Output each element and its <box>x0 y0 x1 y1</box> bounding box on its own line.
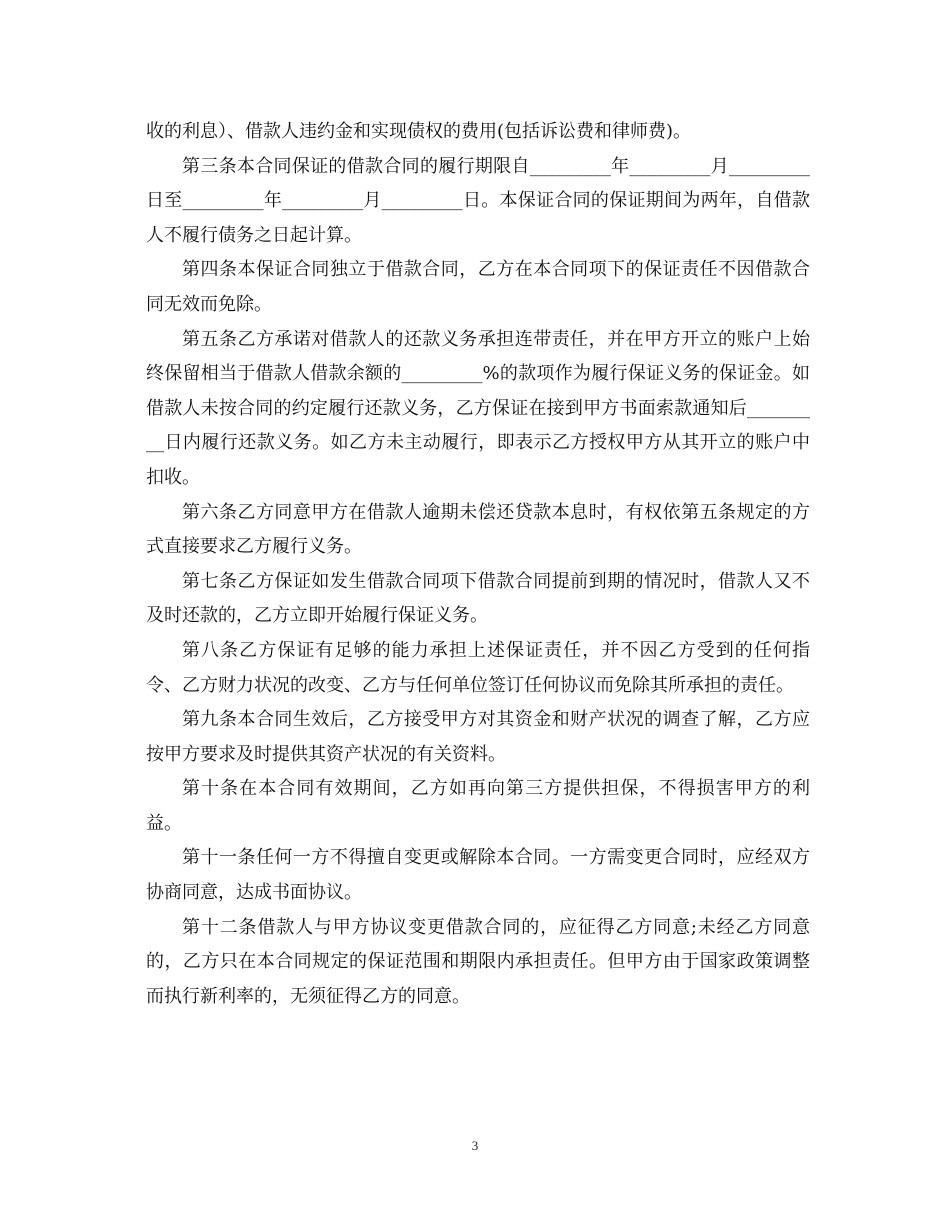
paragraph-interest-continued: 收的利息）、借款人违约金和实现债权的费用(包括诉讼费和律师费)。 <box>146 121 692 142</box>
paragraph-article-4: 第四条本保证合同独立于借款合同，乙方在本合同项下的保证责任不因借款合同无效而免除。 <box>146 259 810 315</box>
paragraph-article-9: 第九条本合同生效后，乙方接受甲方对其资金和财产状况的调查了解，乙方应按甲方要求及时提供其资产状况的有关资料。 <box>146 709 810 765</box>
paragraph-article-8: 第八条乙方保证有足够的能力承担上述保证责任，并不因乙方受到的任何指令、乙方财力状况的改变、乙方与任何单位签订任何协议而免除其所承担的责任。 <box>146 639 810 696</box>
paragraph-article-12: 第十二条借款人与甲方协议变更借款合同的，应征得乙方同意;未经乙方同意的，乙方只在本合同规定的保证范围和期限内承担责任。但甲方由于国家政策调整而执行新利率的，无须征得乙方的同意。 <box>146 916 810 1007</box>
contract-body <box>146 115 810 1014</box>
paragraph-article-3: 第三条本合同保证的借款合同的履行期限自_________年_________月_________日至_________年_________月_________日。本保证合同的保证期间为两年，自借款人不履行债务之日起计算。 <box>146 155 810 246</box>
paragraph-article-6: 第六条乙方同意甲方在借款人逾期未偿还贷款本息时，有权依第五条规定的方式直接要求乙方履行义务。 <box>146 501 810 558</box>
paragraph-article-7: 第七条乙方保证如发生借款合同项下借款合同提前到期的情况时，借款人又不及时还款的，乙方立即开始履行保证义务。 <box>146 570 810 627</box>
paragraph-article-5: 第五条乙方承诺对借款人的还款义务承担连带责任，并在甲方开立的账户上始终保留相当于借款人借款余额的_________%的款项作为履行保证义务的保证金。如借款人未按合同的约定履行还款义务，乙方保证在接到甲方书面索款通知后_________日内履行还款义务。如乙方未主动履行，即表示乙方授权甲方从其开立的账户中扣收。 <box>146 328 810 488</box>
page-number: 3 <box>471 1138 479 1153</box>
paragraph-article-10: 第十条在本合同有效期间，乙方如再向第三方提供担保，不得损害甲方的利益。 <box>146 778 810 834</box>
paragraph-article-11: 第十一条任何一方不得擅自变更或解除本合同。一方需变更合同时，应经双方协商同意，达成书面协议。 <box>146 847 810 904</box>
